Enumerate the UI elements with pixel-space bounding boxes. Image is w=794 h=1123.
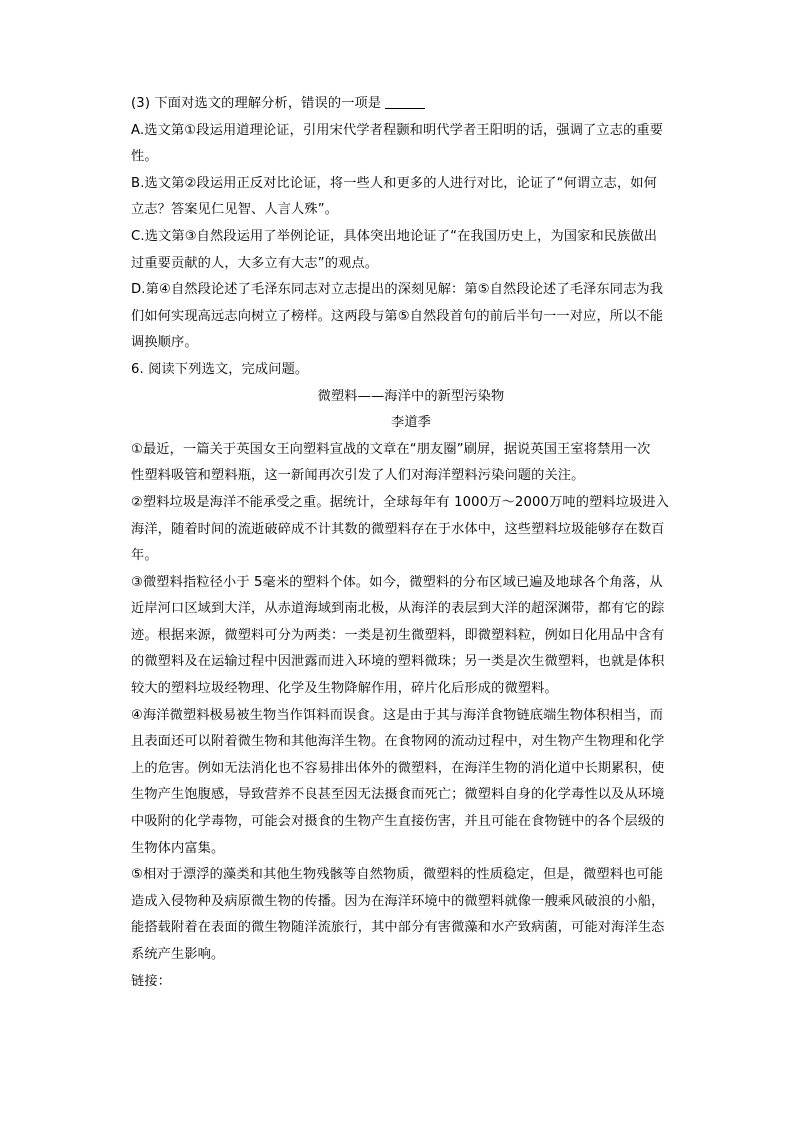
paragraph-1-line-1: ①最近，一篇关于英国女王向塑料宣战的文章在“朋友圈”刷屏，据说英国王室将禁用一次 — [131, 441, 651, 457]
paragraph-5-line-4: 系统产生影响。 — [131, 947, 225, 962]
paragraph-3-line-5: 较大的塑料垃圾经物理、化学及生物降解作用，碎片化后形成的微塑料。 — [131, 681, 558, 697]
option-d-line-2: 们如何实现高远志向树立了榜样。这两段与第⑤自然段首句的前后半句一一对应，所以不能 — [131, 308, 664, 324]
paragraph-5-line-2: 造成入侵物种及病原微生物的传播。因为在海洋环境中的微塑料就像一艘乘风破浪的小船， — [131, 893, 665, 909]
paragraph-4-line-1: ④海洋微塑料极易被生物当作饵料而误食。这是由于其与海洋食物链底端生物体积相当，而 — [131, 707, 664, 723]
paragraph-5-line-3: 能搭载附着在表面的微生物随洋流旅行，其中部分有害微藻和水产致病菌，可能对海洋生态 — [131, 920, 665, 936]
paragraph-4-line-6: 生物体内富集。 — [131, 840, 225, 856]
option-c-line-1: C.选文第③自然段运用了举例论证，具体突出地论证了“在我国历史上，为国家和民族做出 — [131, 228, 658, 244]
question-3-stem — [131, 91, 691, 118]
paragraph-4-line-5: 中吸附的化学毒物，可能会对摄食的生物产生直接伤害，并且可能在食物链中的各个层级的 — [131, 814, 665, 830]
option-b-line-1: B.选文第②段运用正反对比论证，将一些人和更多的人进行对比，论证了“何谓立志，如何 — [131, 175, 657, 191]
link-label: 链接： — [131, 973, 172, 989]
option-c-line-2: 过重要贡献的人，大多立有大志”的观点。 — [131, 255, 379, 271]
paragraph-4-line-3: 上的危害。例如无法消化也不容易排出体外的微塑料，在海洋生物的消化道中长期累积，使 — [131, 760, 665, 776]
paragraph-3-line-4: 的微塑料及在运输过程中因泄露而进入环境的塑料微珠；另一类是次生微塑料，也就是体积 — [131, 654, 665, 670]
paragraph-5-line-1: ⑤相对于漂浮的藻类和其他生物残骸等自然物质，微塑料的性质稳定，但是，微塑料也可能 — [131, 867, 664, 883]
option-b-line-2: 立志？答案见仁见智、人言人殊”。 — [131, 202, 339, 218]
option-a-line-1: A.选文第①段运用道理论证，引用宋代学者程颢和明代学者王阳明的话，强调了立志的重要 — [131, 122, 664, 138]
document-page — [131, 91, 691, 995]
paragraph-4-line-4: 生物产生饱腹感，导致营养不良甚至因无法摄食而死亡；微塑料自身的化学毒性以及从环境 — [131, 787, 665, 803]
paragraph-3-line-2: 近岸河口区域到大洋，从赤道海域到南北极，从海洋的表层到大洋的超深渊带，都有它的踪 — [131, 601, 665, 617]
question-3-stem-text: (3) 下面对选文的理解分析，错误的一项是 — [131, 96, 382, 111]
option-d-line-3: 调换顺序。 — [131, 335, 198, 351]
question-6-stem: 6. 阅读下列选文，完成问题。 — [131, 361, 309, 377]
article-author: 李道季 — [390, 415, 431, 431]
paragraph-4-line-2: 且表面还可以附着微生物和其他海洋生物。在食物网的流动过程中，对生物产生物理和化学 — [131, 734, 665, 750]
paragraph-3-line-3: 迹。根据来源，微塑料可分为两类：一类是初生微塑料，即微塑料粒，例如日化用品中含有 — [131, 627, 665, 643]
paragraph-3-line-1: ③微塑料指粒径小于 5毫米的塑料个体。如今，微塑料的分布区域已遍及地球各个角落，从 — [131, 574, 663, 590]
paragraph-2-line-2: 海洋，随着时间的流逝破碎成不计其数的微塑料存在于水体中，这些塑料垃圾能够存在数百 — [131, 521, 665, 537]
paragraph-2-line-3: 年。 — [131, 548, 158, 564]
option-a-line-2: 性。 — [131, 149, 158, 165]
option-d-line-1: D.第④自然段论述了毛泽东同志对立志提出的深刻见解：第⑤自然段论述了毛泽东同志为我 — [131, 282, 664, 298]
paragraph-2-line-1: ②塑料垃圾是海洋不能承受之重。据统计，全球每年有 1000万～2000万吨的塑料垃圾进入 — [131, 494, 670, 510]
paragraph-1-line-2: 性塑料吸管和塑料瓶，这一新闻再次引发了人们对海洋塑料污染问题的关注。 — [131, 468, 585, 484]
article-title: 微塑料——海洋中的新型污染物 — [317, 388, 505, 404]
answer-blank[interactable] — [385, 94, 425, 109]
